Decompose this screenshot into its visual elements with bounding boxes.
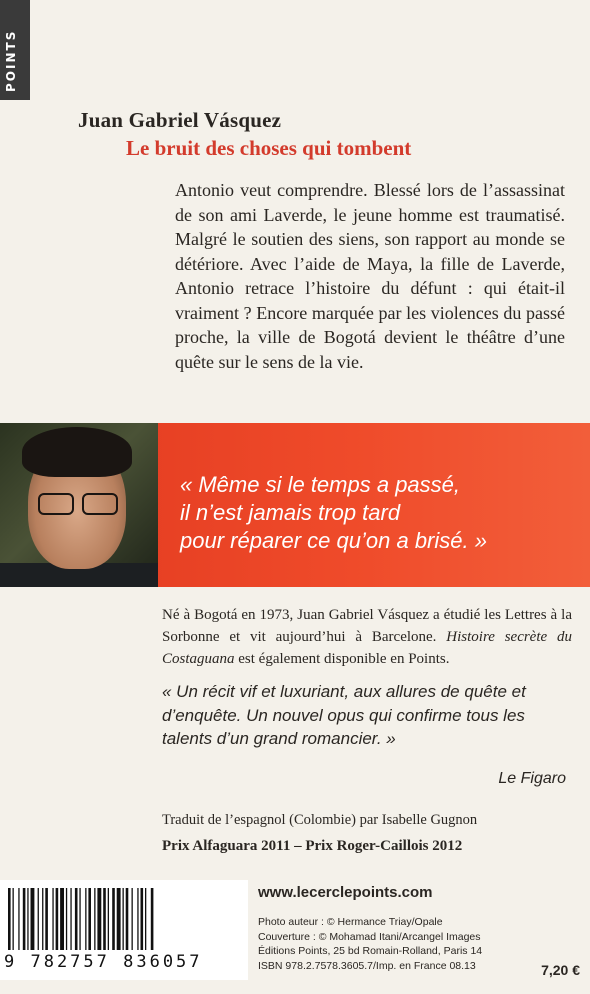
author-photo bbox=[0, 423, 158, 587]
barcode-digits: 9 782757 836057 bbox=[4, 952, 203, 972]
prizes: Prix Alfaguara 2011 – Prix Roger-Caillois 2012 bbox=[162, 838, 463, 854]
quote-line: pour réparer ce qu’on a brisé. » bbox=[180, 528, 487, 553]
quote-band bbox=[0, 423, 590, 587]
review-source: Le Figaro bbox=[498, 770, 566, 787]
series-logo: POINTS bbox=[4, 29, 18, 92]
author-bio bbox=[162, 604, 572, 670]
barcode-bars bbox=[8, 888, 240, 950]
translator-credit: Traduit de l’espagnol (Colombie) par Isabelle Gugnon bbox=[162, 812, 478, 828]
book-title: Le bruit des choses qui tombent bbox=[126, 136, 412, 160]
price: 7,20 € bbox=[541, 962, 580, 978]
credits-block bbox=[258, 915, 528, 973]
series-logo-tab bbox=[0, 0, 30, 100]
bio-book-title: Histoire secrète du Costaguana bbox=[162, 629, 572, 667]
publisher-website[interactable]: www.lecerclepoints.com bbox=[258, 884, 433, 901]
summary-text: Antonio veut comprendre. Blessé lors de l’assassinat de son ami Laverde, le jeune homme est traumatisé. Malgré le soutien des siens, son rapport au monde se détériore. Avec l’aide de Maya, la fille de Laverde, Antonio retrace l’histoire du défunt : qui était-il vraiment ? Encore marquée par les violences du passé proche, la ville de Bogotá devient le théâtre d’une quête sur le sens de la vie. bbox=[175, 180, 565, 372]
credit-line: Éditions Points, 25 bd Romain-Rolland, Paris 14 bbox=[258, 945, 483, 957]
bio-text-before: Né à Bogotá en 1973, Juan Gabriel Vásquez a étudié les Lettres à la Sorbonne et vit aujourd’hui à Barcelone. bbox=[162, 607, 572, 645]
pull-quote bbox=[180, 471, 580, 555]
isbn-barcode bbox=[0, 880, 248, 980]
press-review: « Un récit vif et luxuriant, aux allures de quête et d’enquête. Un nouvel opus qui confirme tous les talents d’un grand romancier. » bbox=[162, 682, 526, 748]
quote-line: il n’est jamais trop tard bbox=[180, 500, 401, 525]
author-name: Juan Gabriel Vásquez bbox=[78, 108, 282, 132]
credit-line: Couverture : © Mohamad Itani/Arcangel Images bbox=[258, 930, 481, 943]
quote-line: « Même si le temps a passé, bbox=[180, 472, 461, 497]
credit-line: ISBN 978.2.7578.3605.7/Imp. en France 08.13 bbox=[258, 959, 476, 972]
credit-line: Photo auteur : © Hermance Triay/Opale bbox=[258, 916, 443, 928]
bio-text-after: est également disponible en Points. bbox=[234, 651, 450, 667]
